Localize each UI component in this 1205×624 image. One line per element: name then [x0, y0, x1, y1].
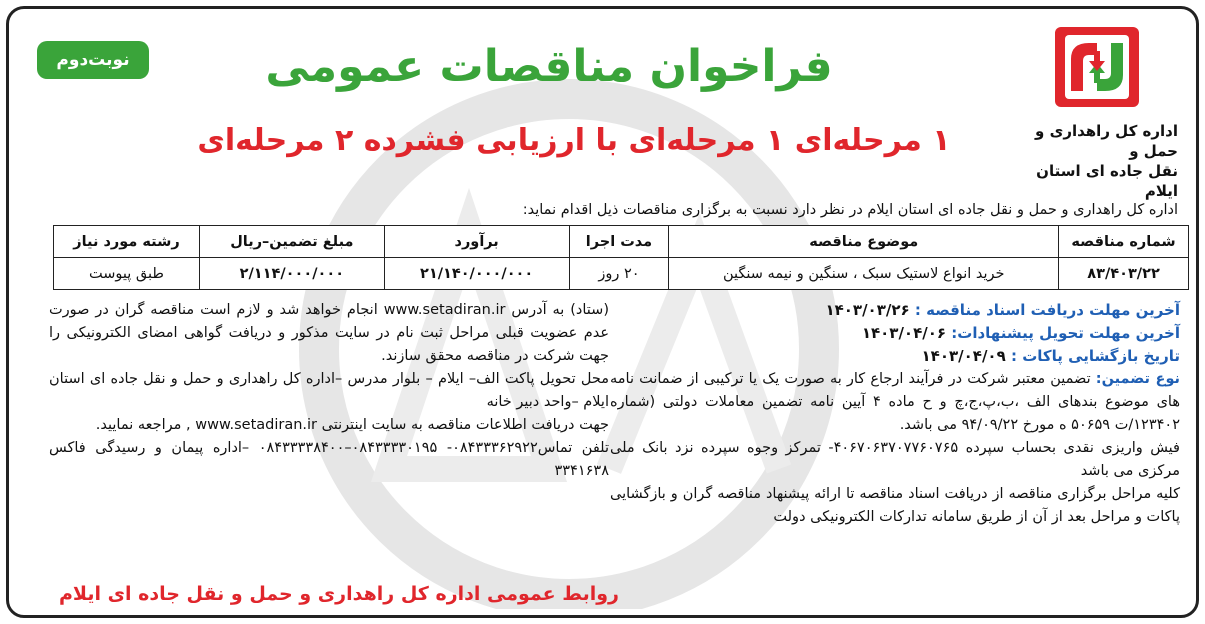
org-name-line2: نقل جاده ای استان ایلام	[1036, 162, 1178, 200]
round-badge: نوبت‌دوم	[37, 41, 149, 79]
tender-table	[53, 225, 1189, 290]
header-tender-number: شماره مناقصه	[1059, 226, 1189, 258]
deposit-paragraph: فیش واریزی نقدی بحساب سپرده ۴۰۶۷۰۶۳۷۰۷۷۶۰۷۶۵- تمرکز وجوه سپرده نزد بانک ملی مرکزی می باشد	[610, 440, 1180, 479]
table-header-row	[54, 226, 1189, 258]
setad-paragraph	[49, 299, 609, 368]
cell-required-field: طبق پیوست	[54, 258, 200, 290]
guarantee-paragraph	[610, 368, 1180, 437]
road-ministry-logo-icon	[1049, 21, 1145, 113]
bids-deadline-value: ۱۴۰۳/۰۴/۰۶	[861, 324, 947, 342]
header-tender-subject: موضوع مناقصه	[669, 226, 1059, 258]
intro-text: اداره کل راهداری و حمل و نقل جاده ای استان ایلام در نظر دارد نسبت به برگزاری مناقصات ذیل اقدام نماید:	[522, 202, 1178, 218]
bids-deadline-label: آخرین مهلت تحویل پیشنهادات:	[951, 324, 1180, 342]
bids-deadline	[610, 322, 1180, 345]
opening-date-label: تاریخ بازگشایی پاکات :	[1010, 347, 1180, 365]
header-duration: مدت اجرا	[569, 226, 669, 258]
docs-deadline-value: ۱۴۰۳/۰۳/۲۶	[825, 301, 910, 319]
table-row	[54, 258, 1189, 290]
org-name	[1012, 121, 1182, 201]
cell-duration: ۲۰ روز	[569, 258, 669, 290]
setad-url-link[interactable]: www.setadiran.ir	[383, 302, 506, 318]
guarantee-label: نوع تضمین:	[1095, 371, 1180, 387]
org-name-line1: اداره کل راهداری و حمل و	[1035, 122, 1178, 160]
cell-tender-number: ۸۳/۴۰۳/۲۲	[1059, 258, 1189, 290]
cell-tender-subject: خرید انواع لاستیک سبک ، سنگین و نیمه سنگین	[669, 258, 1059, 290]
header-required-field: رشته مورد نیاز	[54, 226, 200, 258]
opening-date-value: ۱۴۰۳/۰۴/۰۹	[921, 347, 1006, 365]
process-paragraph: کلیه مراحل برگزاری مناقصه از دریافت اسناد مناقصه تا ارائه پیشنهاد مناقصه گران و بازگشایی پاکات و مراحل بعد از آن از طریق سامانه تدارکات الکترونیکی دولت	[610, 486, 1180, 525]
delivery-paragraph: محل تحویل پاکت الف– ایلام – بلوار مدرس –اداره کل راهداری و حمل و نقل جاده ای استان ایلام –واحد دبیر خانه	[49, 371, 609, 410]
org-logo-block	[1012, 21, 1182, 200]
public-relations-signature: روابط عمومی اداره کل راهداری و حمل و نقل جاده ای ایلام	[58, 583, 619, 605]
info-post: , مراجعه نمایید.	[95, 417, 191, 433]
page-title: فراخوان مناقصات عمومی	[265, 41, 833, 92]
header-guarantee-amount: مبلغ تضمین–ریال	[199, 226, 384, 258]
docs-deadline	[610, 299, 1180, 322]
left-column	[49, 299, 609, 483]
info-pre: جهت دریافت اطلاعات مناقصه به سایت اینترنتی	[321, 417, 609, 433]
header-estimate: برآورد	[384, 226, 569, 258]
opening-date	[610, 345, 1180, 368]
tender-types-subtitle: ۱ مرحله‌ای ۱ مرحله‌ای با ارزیابی فشرده ۲ مرحله‌ای	[197, 123, 951, 158]
guarantee-text: تضمین معتبر شرکت در فرآیند ارجاع کار به صورت یک یا ترکیبی از ضمانت نامه های موضوع بندهای الف ،ب،پ،ج،چ و ح ماده ۴ آیین نامه تضمین معاملات دولتی (شماره ۱۲۳۴۰۲/ت ۵۰۶۵۹ ه مورخ ۹۴/۰۹/۲۲ می باشد.	[610, 371, 1180, 433]
cell-guarantee-amount: ۲/۱۱۴/۰۰۰/۰۰۰	[199, 258, 384, 290]
setad-pre: (ستاد) به آدرس	[511, 302, 609, 318]
cell-estimate: ۲۱/۱۴۰/۰۰۰/۰۰۰	[384, 258, 569, 290]
right-column	[610, 299, 1180, 529]
announcement-frame	[6, 6, 1199, 618]
contact-paragraph: تلفن تماس۰۸۴۳۳۳۶۲۹۲۲- ۰۸۴۳۳۳۳۰۱۹۵–۰۸۴۳۳۳۳۸۴۰۰ –اداره پیمان و رسیدگی فاکس ۳۳۴۱۶۳۸	[49, 440, 610, 479]
info-url-link[interactable]: www.setadiran.ir	[195, 417, 318, 433]
docs-deadline-label: آخرین مهلت دریافت اسناد مناقصه :	[914, 301, 1180, 319]
info-paragraph	[49, 414, 609, 437]
setad-post: انجام خواهد شد و لازم است مناقصه گران در صورت عدم عضویت قبلی مراحل ثبت نام در سایت مذکور و دریافت گواهی امضای الکترونیکی را جهت شرکت در مناقصه محقق سازند.	[49, 302, 609, 364]
